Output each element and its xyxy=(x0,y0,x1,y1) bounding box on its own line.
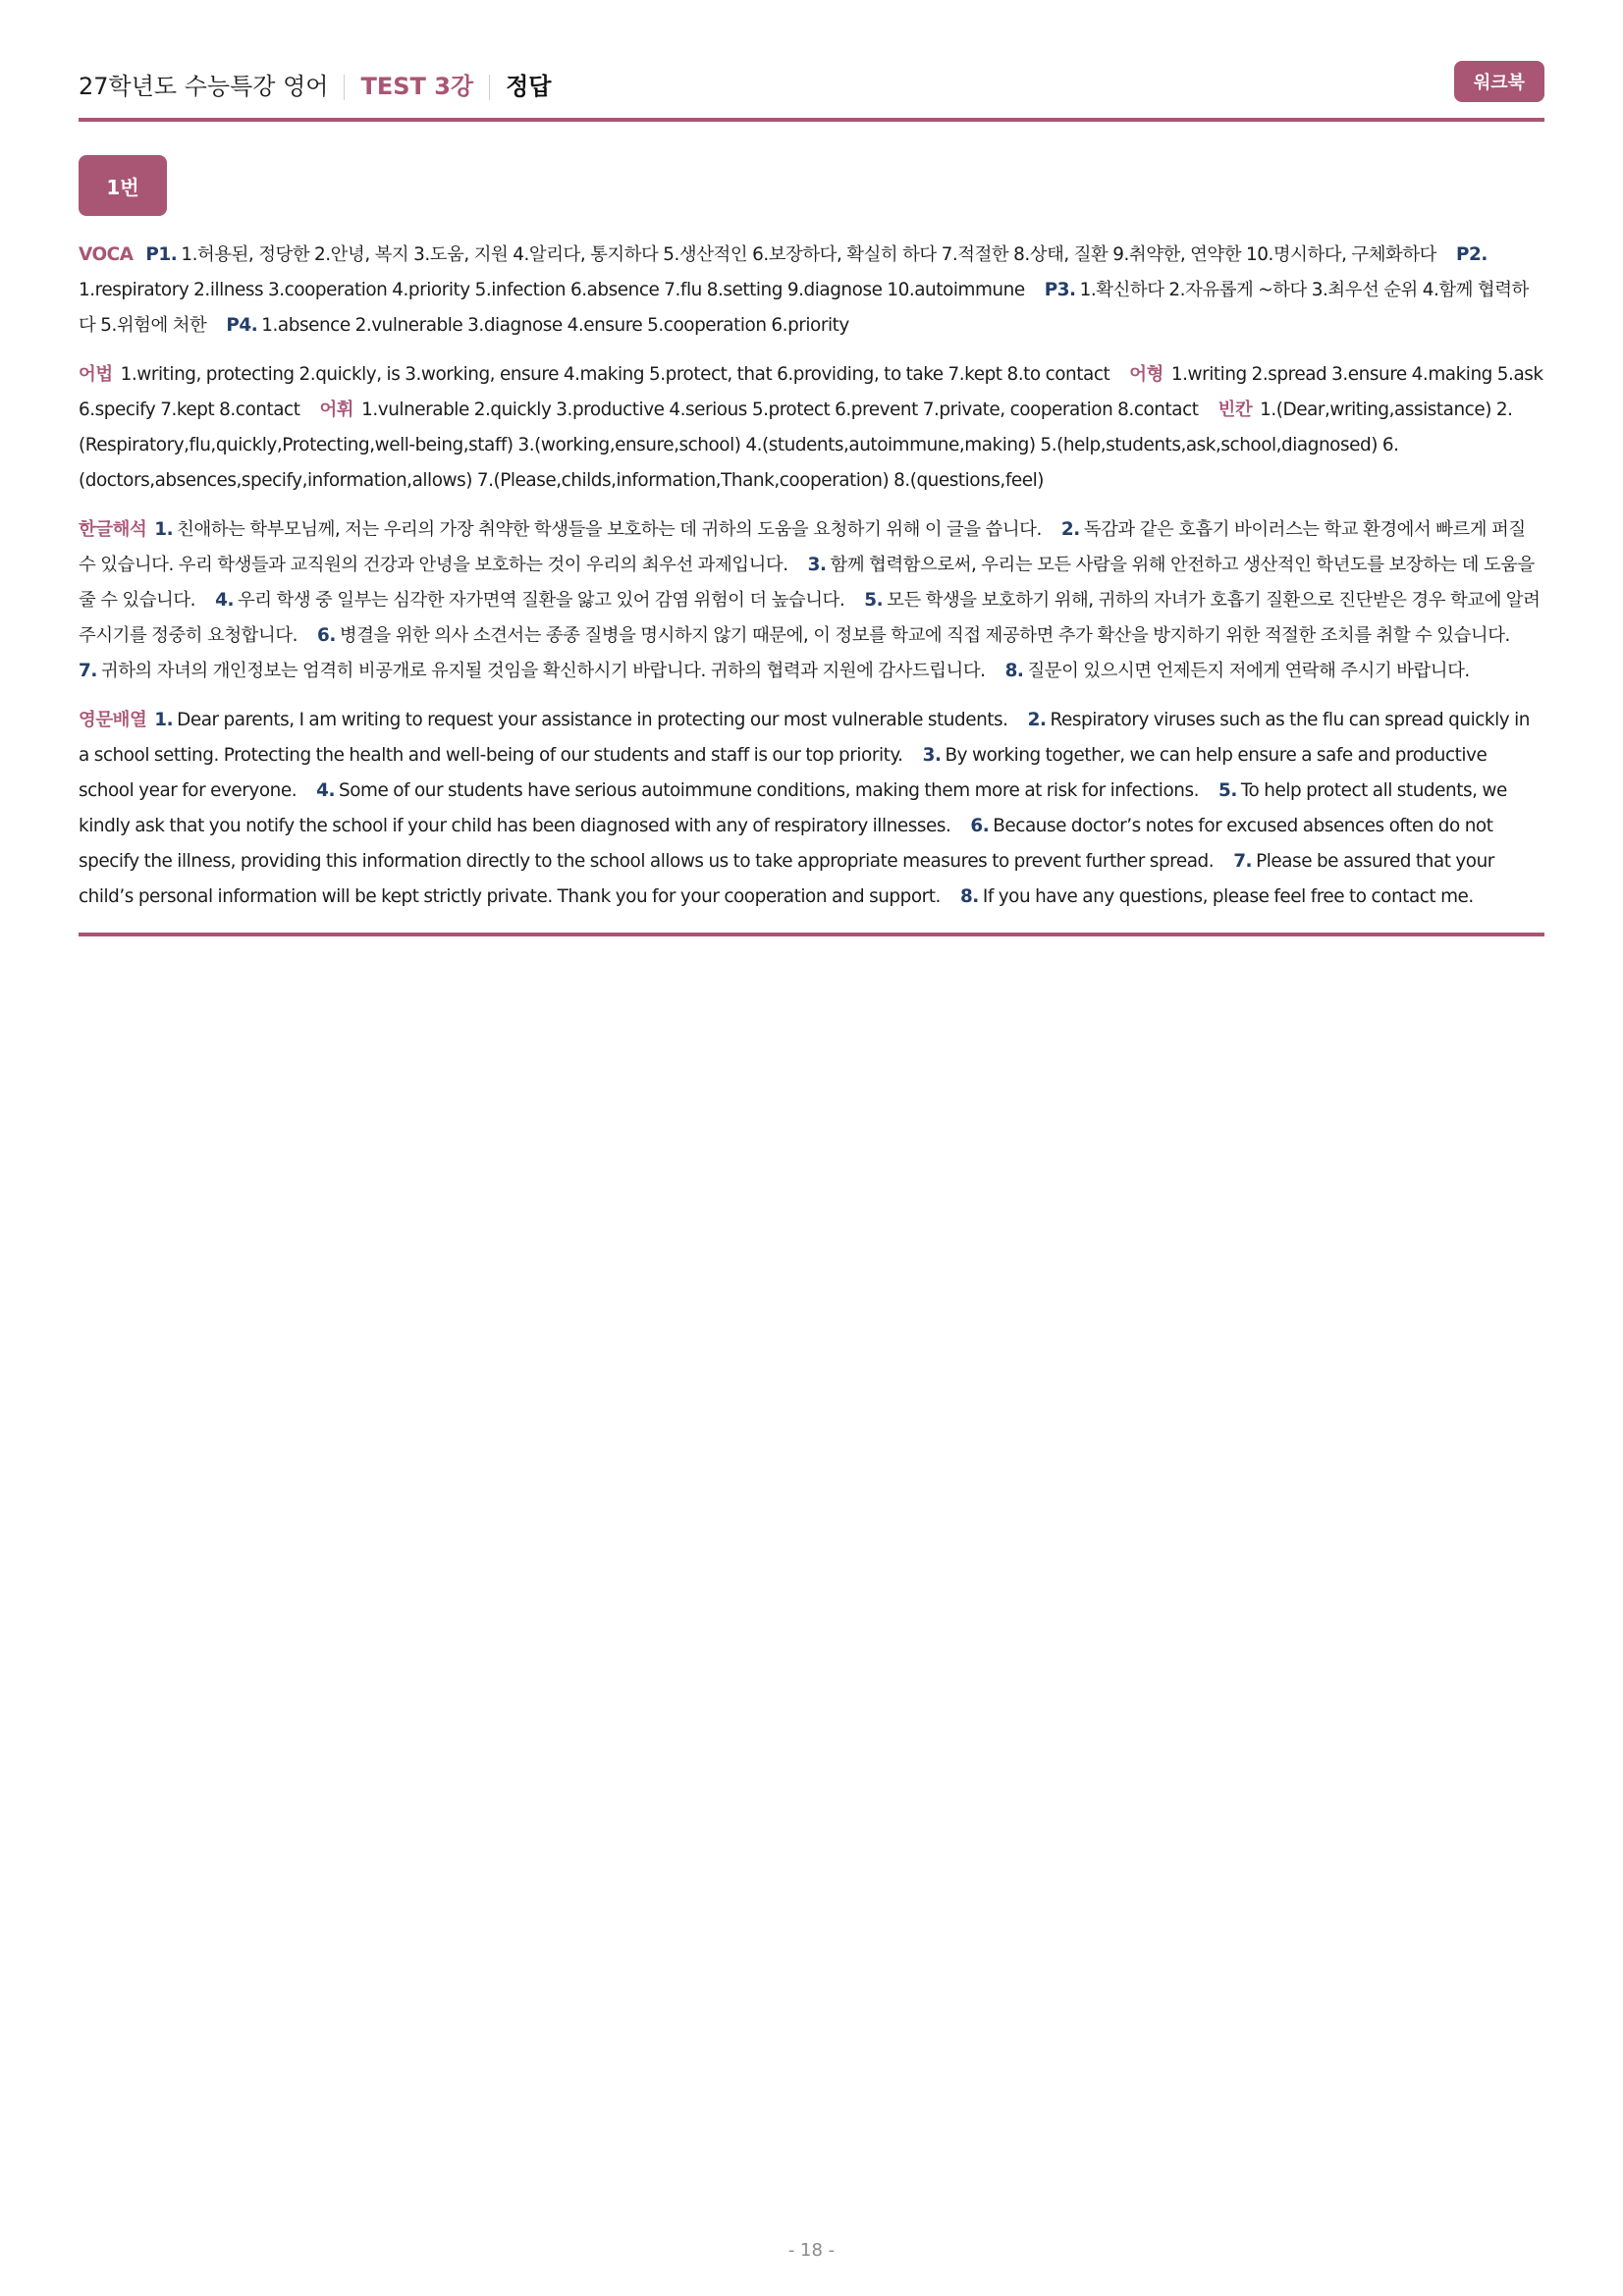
english-sentence: If you have any questions, please feel free to contact me. xyxy=(982,886,1474,907)
korean-translation-section xyxy=(79,512,1544,689)
english-sentence: Respiratory viruses such as the flu can spread quickly in a school setting. Protecting the health and well-being of our students and staff is our top priority. xyxy=(79,710,1530,766)
korean-sentence: 질문이 있으시면 언제든지 저에게 연락해 주시기 바랍니다. xyxy=(1027,661,1470,681)
header-divider xyxy=(344,75,345,100)
voca-p4-label: P4. xyxy=(226,315,258,336)
sentence-number: 2. xyxy=(1060,519,1080,540)
english-sentence: Please be assured that your child’s personal information will be kept strictly private. Thank you for your cooperation and support. xyxy=(79,851,1494,907)
voca-p3-text: 1.확신하다 2.자유롭게 ~하다 3.최우선 순위 4.함께 협력하다 5.위험에 처한 xyxy=(79,280,1529,336)
korean-sentence: 모든 학생을 보호하기 위해, 귀하의 자녀가 호흡기 질환으로 진단받은 경우 학교에 알려주시기를 정중히 요청합니다. xyxy=(79,590,1541,646)
sentence-number: 4. xyxy=(316,780,335,801)
voca-p3-label: P3. xyxy=(1044,280,1076,300)
question-number-badge: 1번 xyxy=(79,155,167,216)
voca-p1-label: P1. xyxy=(145,244,178,265)
sentence-number: 2. xyxy=(1027,710,1047,730)
eohyeong-text: 1.writing 2.spread 3.ensure 4.making 5.ask 6.specify 7.kept 8.contact xyxy=(79,364,1543,420)
header-divider xyxy=(489,75,490,100)
page-header xyxy=(79,59,1544,122)
english-sentence: Dear parents, I am writing to request your assistance in protecting our most vulnerable students. xyxy=(177,710,1008,730)
eobeop-text: 1.writing, protecting 2.quickly, is 3.working, ensure 4.making 5.protect, that 6.providing, to take 7.kept 8.to contact xyxy=(120,364,1110,385)
book-title: 27학년도 수능특강 영어 xyxy=(79,73,329,100)
english-arrangement-section xyxy=(79,703,1544,915)
english-sentence: Because doctor’s notes for excused absences often do not specify the illness, providing this information directly to the school allows us to take appropriate measures to prevent further spread. xyxy=(79,816,1493,872)
korean-sentence: 귀하의 자녀의 개인정보는 엄격히 비공개로 유지될 것임을 확신하시기 바랍니다. 귀하의 협력과 지원에 감사드립니다. xyxy=(100,661,986,681)
answer-label: 정답 xyxy=(506,73,552,100)
voca-p1-text: 1.허용된, 정당한 2.안녕, 복지 3.도움, 지원 4.알리다, 통지하다 5.생산적인 6.보장하다, 확실히 하다 7.적절한 8.상태, 질환 9.취약한, 연약한 10.명시하다, 구체화하다 xyxy=(181,244,1436,265)
korean-sentence: 우리 학생 중 일부는 심각한 자가면역 질환을 앓고 있어 감염 위험이 더 높습니다. xyxy=(237,590,845,611)
korean-sentence: 독감과 같은 호흡기 바이러스는 학교 환경에서 빠르게 퍼질 수 있습니다. 우리 학생들과 교직원의 건강과 안녕을 보호하는 것이 우리의 최우선 과제입니다. xyxy=(79,519,1526,575)
sentence-number: 5. xyxy=(1218,780,1237,801)
voca-p2-label: P2. xyxy=(1455,244,1488,265)
eohwi-text: 1.vulnerable 2.quickly 3.productive 4.serious 5.protect 6.prevent 7.private, cooperation 8.contact xyxy=(361,400,1199,420)
sentence-number: 6. xyxy=(316,625,336,646)
eohyeong-label: 어형 xyxy=(1129,364,1163,385)
answer-content xyxy=(79,238,1544,929)
binkan-label: 빈칸 xyxy=(1217,400,1253,420)
header-titles xyxy=(79,67,552,101)
eohwi-label: 어휘 xyxy=(319,400,354,420)
voca-p2-text: 1.respiratory 2.illness 3.cooperation 4.priority 5.infection 6.absence 7.flu 8.setting 9.diagnose 10.autoimmune xyxy=(79,280,1025,300)
sentence-number: 7. xyxy=(1233,851,1253,872)
sentence-number: 8. xyxy=(1004,661,1024,681)
voca-section xyxy=(79,238,1544,344)
sentence-number: 8. xyxy=(959,886,979,907)
sentence-number: 3. xyxy=(922,745,942,766)
sentence-number: 6. xyxy=(970,816,990,836)
binkan-text: 1.(Dear,writing,assistance) 2.(Respiratory,flu,quickly,Protecting,well-being,staff) 3.(working,ensure,school) 4.(students,autoimmune,making) 5.(help,students,ask,school,diagnosed) 6.(doctors,absences,specify,information,allows) 7.(Please,childs,information,Thank,cooperation) 8.(questions,feel) xyxy=(79,400,1513,491)
english-label: 영문배열 xyxy=(79,710,147,730)
sentence-number: 1. xyxy=(154,710,174,730)
korean-sentence: 친애하는 학부모님께, 저는 우리의 가장 취약한 학생들을 보호하는 데 귀하의 도움을 요청하기 위해 이 글을 씁니다. xyxy=(177,519,1042,540)
test-label: TEST 3강 xyxy=(360,73,474,100)
section-bottom-rule xyxy=(79,933,1544,936)
grammar-section xyxy=(79,357,1544,499)
sentence-number: 1. xyxy=(154,519,174,540)
english-sentence: To help protect all students, we kindly ask that you notify the school if your child has been diagnosed with any of respiratory illnesses. xyxy=(79,780,1507,836)
sentence-number: 5. xyxy=(864,590,884,611)
voca-p4-text: 1.absence 2.vulnerable 3.diagnose 4.ensure 5.cooperation 6.priority xyxy=(261,315,849,336)
korean-sentence: 병결을 위한 의사 소견서는 종종 질병을 명시하지 않기 때문에, 이 정보를 학교에 직접 제공하면 추가 확산을 방지하기 위한 적절한 조치를 취할 수 있습니다. xyxy=(339,625,1510,646)
english-sentence: By working together, we can help ensure a safe and productive school year for everyone. xyxy=(79,745,1488,801)
workbook-badge: 워크북 xyxy=(1454,61,1544,102)
english-sentence: Some of our students have serious autoimmune conditions, making them more at risk for infections. xyxy=(338,780,1199,801)
sentence-number: 4. xyxy=(215,590,234,611)
korean-label: 한글해석 xyxy=(79,519,147,540)
sentence-number: 3. xyxy=(807,555,827,575)
sentence-number: 7. xyxy=(79,661,97,681)
korean-sentence: 함께 협력함으로써, 우리는 모든 사람을 위해 안전하고 생산적인 학년도를 보장하는 데 도움을 줄 수 있습니다. xyxy=(79,555,1535,611)
eobeop-label: 어법 xyxy=(79,364,113,385)
page-number: - 18 - xyxy=(787,2240,836,2261)
voca-label: VOCA xyxy=(79,244,134,265)
